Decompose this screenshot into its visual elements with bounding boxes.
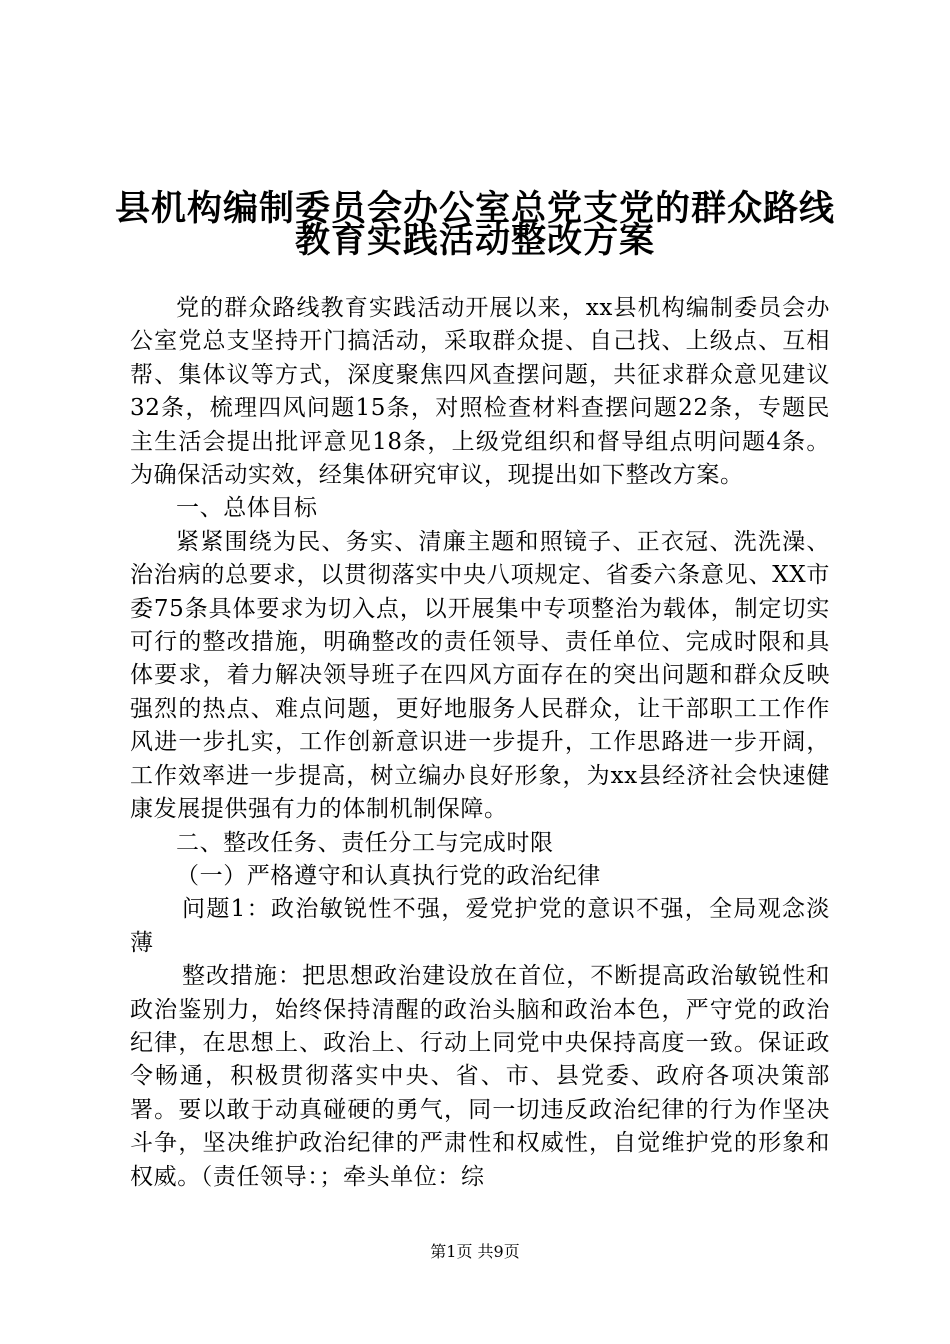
problem-1-paragraph: 问题1：政治敏锐性不强，爱党护党的意识不强，全局观念淡薄 bbox=[130, 896, 830, 956]
page-number-footer: 第1页 共9页 bbox=[430, 1242, 520, 1261]
document-body bbox=[130, 292, 830, 1194]
section-heading-tasks: 二、整改任务、责任分工与完成时限 bbox=[176, 829, 554, 856]
overall-goal-paragraph: 紧紧围绕为民、务实、清廉主题和照镜子、正衣冠、洗洗澡、治治病的总要求，以贯彻落实中央八项规定、省委六条意见、XX市委75条具体要求为切入点，以开展集中专项整治为载体，制定切实可行的整改措施，明确整改的责任领导、责任单位、完成时限和具体要求，着力解决领导班子在四风方面存在的突出问题和群众反映强烈的热点、难点问题，更好地服务人民群众，让干部职工工作作风进一步扎实，工作创新意识进一步提升，工作思路进一步开阔，工作效率进一步提高，树立编办良好形象，为xx县经济社会快速健康发展提供强有力的体制机制保障。 bbox=[130, 528, 830, 823]
section-heading-overall-goal: 一、总体目标 bbox=[176, 495, 318, 522]
subsection-heading-political-discipline: （一）严格遵守和认真执行党的政治纪律 bbox=[176, 862, 601, 889]
document-title-line-1: 县机构编制委员会办公室总党支党的群众路线 bbox=[114, 189, 835, 229]
intro-paragraph: 党的群众路线教育实践活动开展以来，xx县机构编制委员会办公室党总支坚持开门搞活动，采取群众提、自己找、上级点、互相帮、集体议等方式，深度聚焦四风查摆问题，共征求群众意见建议32条，梳理四风问题15条，对照检查材料查摆问题22条，专题民主生活会提出批评意见18条，上级党组织和督导组点明问题4条。为确保活动实效，经集体研究审议，现提出如下整改方案。 bbox=[130, 295, 830, 489]
rectification-measures-paragraph: 整改措施：把思想政治建设放在首位，不断提高政治敏锐性和政治鉴别力，始终保持清醒的政治头脑和政治本色，严守党的政治纪律，在思想上、政治上、行动上同党中央保持高度一致。保证政令畅通，积极贯彻落实中央、省、市、县党委、政府各项决策部署。要以敢于动真碰硬的勇气，同一切违反政治纪律的行为作坚决斗争，坚决维护政治纪律的严肃性和权威性，自觉维护党的形象和权威。（责任领导：；牵头单位：综 bbox=[130, 963, 830, 1190]
document-title-line-2: 教育实践活动整改方案 bbox=[294, 221, 655, 261]
